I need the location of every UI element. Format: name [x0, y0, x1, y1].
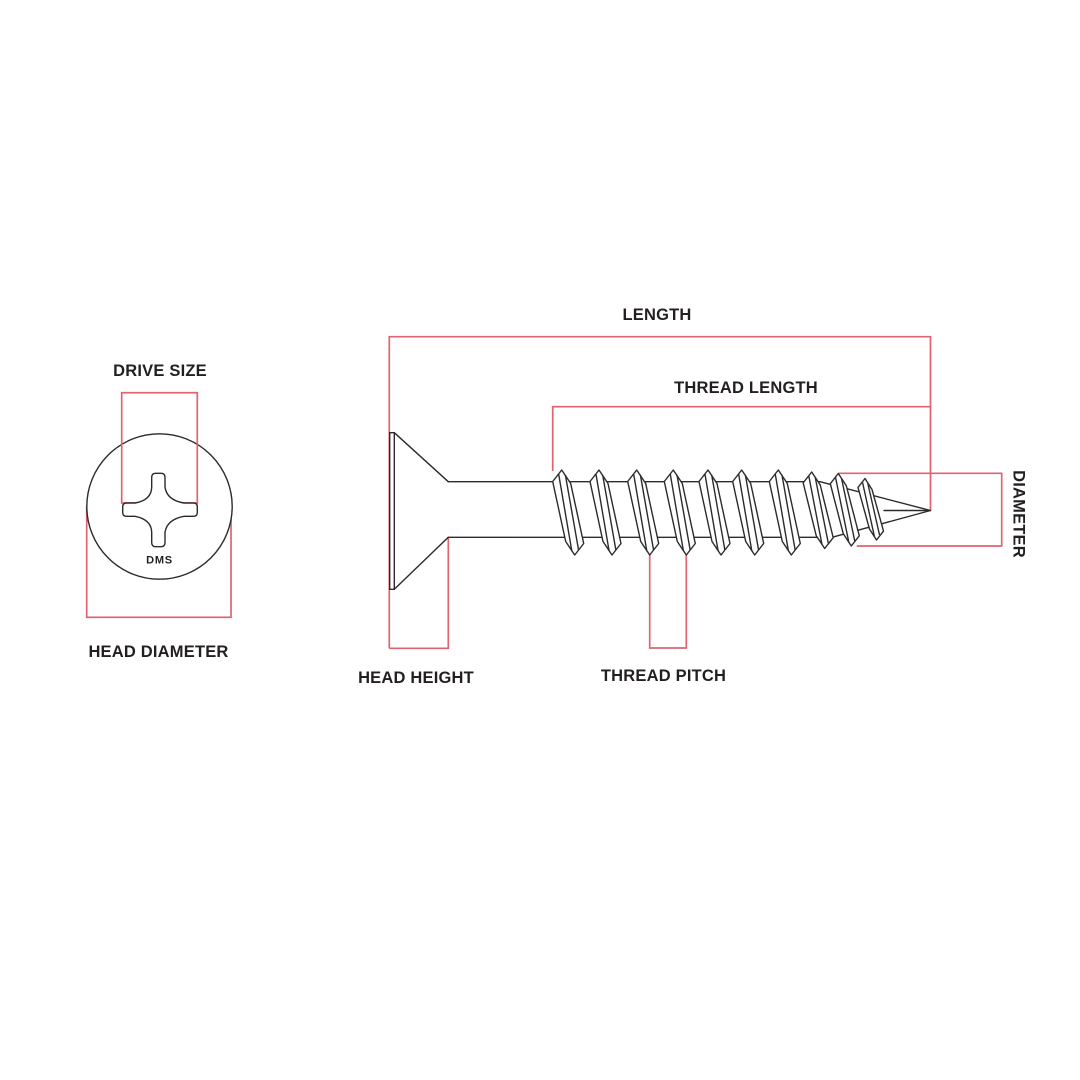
thread-pitch-dimension-bracket: [650, 555, 687, 649]
length-label: LENGTH: [622, 305, 692, 324]
head-height-label: HEAD HEIGHT: [358, 668, 474, 687]
head-diameter-label: HEAD DIAMETER: [88, 642, 229, 661]
screw-front-view: [87, 393, 233, 618]
drive-size-label: DRIVE SIZE: [113, 361, 207, 380]
thread-length-dimension-bracket: [553, 407, 931, 471]
thread-pitch-label: THREAD PITCH: [600, 666, 727, 685]
diameter-label: DIAMETER: [1008, 470, 1027, 558]
thread-length-label: THREAD LENGTH: [674, 378, 818, 397]
head-marking-text: DMS: [146, 554, 173, 566]
